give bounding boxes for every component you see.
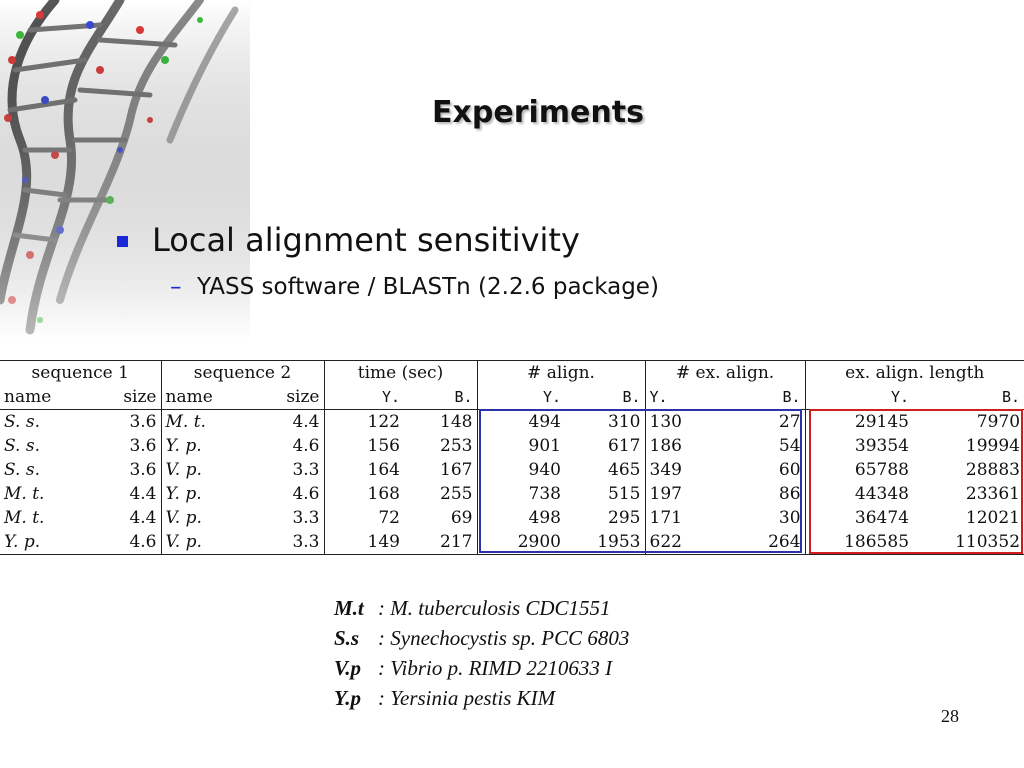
header-ex-align-length: ex. align. length xyxy=(805,361,1024,386)
legend-abbr: V.p xyxy=(334,656,362,680)
cell-exalign-yass: 130 xyxy=(649,412,682,432)
cell-seq1-name: S. s. xyxy=(4,460,40,480)
cell-seq1-size: 3.6 xyxy=(106,434,161,458)
slide-title: Experiments xyxy=(432,95,644,130)
cell-length-blast: 23361 xyxy=(965,484,1021,504)
cell-time-blast: 148 xyxy=(404,410,477,435)
cell-seq2-size: 4.6 xyxy=(266,434,324,458)
align-highlight-box xyxy=(479,409,802,553)
cell-seq1-size: 3.6 xyxy=(106,410,161,435)
subheader-yass: Y. xyxy=(645,385,731,410)
cell-time-blast: 253 xyxy=(404,434,477,458)
page-number: 28 xyxy=(941,706,959,726)
legend-desc: : Synechocystis sp. PCC 6803 xyxy=(378,626,630,650)
cell-align-blast: 465 xyxy=(565,458,645,482)
cell-align-yass: 901 xyxy=(528,436,561,456)
cell-seq2-size: 3.3 xyxy=(266,530,324,555)
cell-seq1-size: 4.4 xyxy=(106,506,161,530)
legend-desc: : Yersinia pestis KIM xyxy=(378,686,556,710)
subheader-yass: Y. xyxy=(477,385,565,410)
cell-exalign-blast: 54 xyxy=(731,434,805,458)
cell-exalign-blast: 27 xyxy=(731,410,805,435)
cell-exalign-yass: 197 xyxy=(649,484,682,504)
legend-abbr: M.t xyxy=(334,596,364,620)
cell-length-blast: 7970 xyxy=(976,412,1021,432)
header-sequence-1: sequence 1 xyxy=(0,361,161,386)
cell-exalign-yass: 622 xyxy=(645,530,731,555)
cell-seq2-size: 3.3 xyxy=(266,458,324,482)
subheader-blast: B. xyxy=(913,385,1024,410)
cell-time-yass: 122 xyxy=(367,412,400,432)
subheader-name: name xyxy=(161,385,266,410)
subheader-size: size xyxy=(266,385,324,410)
legend-item xyxy=(334,623,629,653)
cell-align-blast: 1953 xyxy=(565,530,645,555)
cell-align-blast: 310 xyxy=(565,410,645,435)
cell-seq2-name: V. p. xyxy=(165,460,202,480)
header-num-ex-align: # ex. align. xyxy=(645,361,805,386)
cell-time-blast: 69 xyxy=(404,506,477,530)
cell-time-blast: 217 xyxy=(404,530,477,555)
legend-desc: : M. tuberculosis CDC1551 xyxy=(378,596,611,620)
cell-length-yass: 36474 xyxy=(854,508,910,528)
cell-exalign-blast: 86 xyxy=(731,482,805,506)
cell-length-blast: 28883 xyxy=(965,460,1021,480)
square-bullet-icon xyxy=(117,236,128,247)
cell-align-yass: 738 xyxy=(528,484,561,504)
cell-align-blast: 515 xyxy=(565,482,645,506)
subheader-blast: B. xyxy=(565,385,645,410)
cell-exalign-blast: 264 xyxy=(731,530,805,555)
cell-length-yass: 65788 xyxy=(854,460,910,480)
cell-seq1-name: M. t. xyxy=(4,484,45,504)
cell-seq2-name: M. t. xyxy=(165,412,206,432)
cell-length-blast: 19994 xyxy=(965,436,1021,456)
cell-seq2-name: V. p. xyxy=(161,530,266,555)
cell-seq1-name: Y. p. xyxy=(0,530,106,555)
cell-align-yass: 494 xyxy=(528,412,561,432)
cell-seq1-size: 3.6 xyxy=(106,458,161,482)
cell-seq2-size: 4.6 xyxy=(266,482,324,506)
cell-length-yass: 186585 xyxy=(805,530,913,555)
cell-align-blast: 617 xyxy=(565,434,645,458)
subheader-yass: Y. xyxy=(324,385,404,410)
cell-length-yass: 44348 xyxy=(854,484,910,504)
cell-time-yass: 72 xyxy=(378,508,400,528)
table-sub-header-row xyxy=(0,385,1024,410)
cell-time-yass: 156 xyxy=(367,436,400,456)
sub-bullet-dash: – xyxy=(170,274,182,300)
legend-desc: : Vibrio p. RIMD 2210633 I xyxy=(378,656,613,680)
sub-bullet-text: YASS software / BLASTn (2.2.6 package) xyxy=(197,274,659,300)
header-num-align: # align. xyxy=(477,361,645,386)
subheader-yass: Y. xyxy=(805,385,913,410)
cell-seq1-name: M. t. xyxy=(4,508,45,528)
legend-abbr: Y.p xyxy=(334,686,362,710)
cell-exalign-yass: 171 xyxy=(649,508,682,528)
bullet-text: Local alignment sensitivity xyxy=(152,221,580,259)
cell-align-yass: 940 xyxy=(528,460,561,480)
legend-item xyxy=(334,653,629,683)
cell-time-yass: 164 xyxy=(367,460,400,480)
length-highlight-box xyxy=(809,409,1023,554)
subheader-name: name xyxy=(0,385,106,410)
cell-align-yass: 2900 xyxy=(477,530,565,555)
cell-exalign-yass: 349 xyxy=(649,460,682,480)
legend-item xyxy=(334,593,629,623)
legend-abbr: S.s xyxy=(334,626,360,650)
cell-time-yass: 149 xyxy=(324,530,404,555)
header-sequence-2: sequence 2 xyxy=(161,361,324,386)
cell-exalign-blast: 30 xyxy=(731,506,805,530)
cell-time-blast: 167 xyxy=(404,458,477,482)
cell-exalign-yass: 186 xyxy=(649,436,682,456)
cell-length-yass: 29145 xyxy=(854,412,910,432)
table-group-header-row xyxy=(0,361,1024,386)
cell-length-yass: 39354 xyxy=(854,436,910,456)
cell-time-blast: 255 xyxy=(404,482,477,506)
cell-seq1-name: S. s. xyxy=(4,436,40,456)
cell-time-yass: 168 xyxy=(367,484,400,504)
cell-seq2-name: V. p. xyxy=(165,508,202,528)
cell-seq1-size: 4.4 xyxy=(106,482,161,506)
cell-seq2-name: Y. p. xyxy=(165,436,202,456)
cell-seq1-name: S. s. xyxy=(4,412,40,432)
cell-seq2-size: 4.4 xyxy=(266,410,324,435)
cell-length-blast: 12021 xyxy=(965,508,1021,528)
subheader-blast: B. xyxy=(404,385,477,410)
cell-align-yass: 498 xyxy=(528,508,561,528)
cell-seq1-size: 4.6 xyxy=(106,530,161,555)
cell-seq2-size: 3.3 xyxy=(266,506,324,530)
cell-seq2-name: Y. p. xyxy=(165,484,202,504)
legend-item xyxy=(334,683,629,713)
subheader-blast: B. xyxy=(731,385,805,410)
species-legend xyxy=(334,593,629,713)
cell-length-blast: 110352 xyxy=(913,530,1024,555)
cell-align-blast: 295 xyxy=(565,506,645,530)
header-time: time (sec) xyxy=(324,361,477,386)
cell-exalign-blast: 60 xyxy=(731,458,805,482)
subheader-size: size xyxy=(106,385,161,410)
